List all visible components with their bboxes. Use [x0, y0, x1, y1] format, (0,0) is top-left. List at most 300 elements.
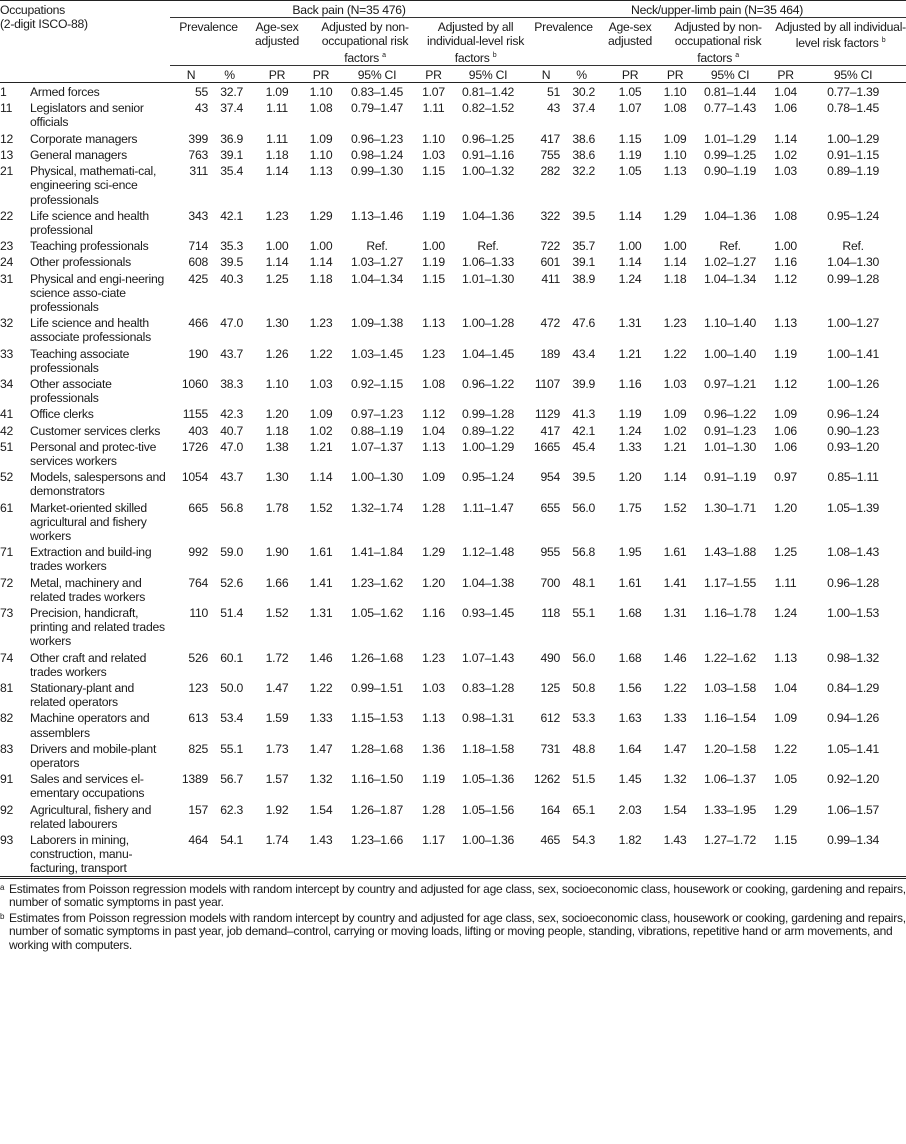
occupation-code: 22 [0, 208, 14, 223]
back-ci-all-cell: 1.07–1.43 [462, 650, 515, 665]
neck-ci-all-cell: 0.98–1.32 [827, 650, 880, 665]
back-n-cell: 992 [188, 545, 209, 560]
back-pr-agesex-cell: 1.57 [265, 772, 289, 787]
back-pr-nonocc-cell: 1.23 [309, 316, 333, 331]
back-pr-nonocc-cell: 1.52 [309, 500, 333, 515]
neck-pr-nonocc-cell: 1.23 [663, 316, 687, 331]
back-pct-cell: 53.4 [220, 711, 244, 726]
table-row [0, 253, 906, 269]
neck-pct-cell: 48.1 [572, 575, 596, 590]
neck-ci-nonocc-cell: 1.04–1.36 [704, 208, 757, 223]
table-row [0, 740, 906, 770]
back-pr-agesex-cell: 1.09 [265, 85, 289, 100]
occupation-name: General managers [30, 147, 127, 162]
neck-pr-agesex-cell: 1.07 [618, 101, 642, 116]
back-ci-nonocc-cell: 0.99–1.30 [351, 164, 403, 179]
occupation-code: 32 [0, 316, 14, 331]
table-row [0, 237, 906, 253]
back-ci-nonocc-cell: 1.03–1.45 [351, 346, 403, 361]
back-pr-all-cell: 1.28 [422, 500, 445, 515]
neck-pr-nonocc-cell: 1.18 [663, 271, 687, 286]
footnote-a-mark: a [0, 882, 5, 892]
back-pr-nonocc-cell: 1.03 [309, 376, 333, 391]
back-n-cell: 764 [188, 575, 209, 590]
neck-ci-nonocc-cell: 0.91–1.23 [704, 423, 757, 438]
back-pr-all-header: PR [419, 65, 448, 82]
neck-pct-cell: 50.8 [572, 681, 596, 695]
back-ci-all-cell: 1.11–1.47 [462, 500, 514, 515]
back-pr-all-cell: 1.13 [422, 711, 445, 726]
neck-ci-all-cell: 0.93–1.20 [827, 439, 880, 454]
neck-pr-nonocc-header: PR [661, 65, 689, 82]
back-n-cell: 714 [188, 239, 209, 254]
neck-pr-nonocc-cell: 1.13 [663, 164, 687, 179]
neck-n-cell: 954 [540, 470, 561, 485]
back-pr-nonocc-cell: 1.29 [309, 208, 333, 223]
neck-ci-nonocc-cell: 0.81–1.44 [704, 85, 757, 100]
back-pr-agesex-cell: 1.52 [265, 605, 289, 620]
occupation-code: 82 [0, 711, 14, 726]
neck-ci-all-header: 95% CI [800, 65, 906, 82]
neck-ci-nonocc-cell: 1.30–1.71 [704, 500, 757, 515]
neck-pr-agesex-cell: 1.14 [618, 208, 642, 223]
neck-n-cell: 51 [546, 85, 561, 100]
neck-pr-nonocc-cell: 1.22 [663, 681, 687, 695]
occupation-name: Other craft and related trades workers [30, 650, 147, 679]
occupation-name: Armed forces [30, 85, 100, 100]
neck-pr-nonocc-cell: 1.54 [663, 802, 687, 817]
back-pr-agesex-cell: 1.92 [265, 802, 289, 817]
back-ci-nonocc-cell: 1.23–1.66 [335, 831, 419, 876]
back-ci-all-cell: 0.95–1.24 [462, 470, 515, 485]
back-age-sex-header: Age-sex adjusted [247, 18, 307, 66]
neck-pr-agesex-cell: 1.64 [618, 741, 642, 756]
neck-pct-cell: 54.3 [564, 831, 599, 876]
table-row [0, 649, 906, 679]
neck-ci-nonocc-cell: 1.01–1.30 [704, 439, 757, 454]
neck-pct-cell: 38.9 [572, 271, 596, 286]
back-pr-agesex-cell: 1.26 [265, 346, 289, 361]
back-pr-all-cell: 1.15 [422, 271, 445, 286]
occupation-code: 73 [0, 605, 14, 620]
back-ci-all-header: 95% CI [448, 65, 528, 82]
neck-pct-cell: 43.4 [572, 346, 596, 361]
back-pr-nonocc-cell: 1.32 [309, 772, 333, 787]
back-n-cell: 1054 [181, 470, 209, 485]
neck-pct-cell: 48.8 [572, 741, 596, 756]
table-row [0, 499, 906, 544]
back-pr-agesex-cell: 1.23 [265, 208, 289, 223]
footnote-a [0, 883, 906, 910]
back-ci-nonocc-cell: 1.04–1.34 [351, 271, 403, 286]
back-ci-nonocc-cell: 1.23–1.62 [351, 575, 403, 590]
back-pct-cell: 47.0 [220, 439, 244, 454]
neck-ci-all-cell: 1.00–1.53 [827, 605, 880, 620]
back-ci-all-cell: 1.12–1.48 [462, 545, 515, 560]
neck-pr-agesex-cell: 2.03 [618, 802, 642, 817]
neck-n-cell: 1129 [534, 407, 561, 422]
back-ci-nonocc-cell: 1.28–1.68 [351, 741, 403, 756]
back-ci-all-cell: 1.01–1.30 [462, 271, 515, 286]
back-n-cell: 425 [188, 271, 209, 286]
neck-pct-cell: 30.2 [572, 85, 596, 100]
back-pr-nonocc-cell: 1.08 [309, 101, 333, 116]
occupation-name: Models, salespersons and demonstrators [30, 470, 166, 499]
neck-pr-agesex-cell: 1.61 [618, 575, 642, 590]
neck-n-cell: 1107 [534, 376, 561, 391]
back-prevalence-header: Prevalence [170, 18, 247, 66]
back-ci-all-cell: 0.89–1.22 [462, 423, 515, 438]
back-pct-cell: 56.8 [220, 500, 244, 515]
neck-pr-all-cell: 1.04 [774, 85, 797, 100]
back-pr-all-cell: 1.13 [422, 439, 445, 454]
back-adj-nonocc-header: Adjusted by non-occupational risk factors $^a$ [307, 18, 419, 66]
back-pr-nonocc-cell: 1.21 [309, 439, 333, 454]
back-pr-all-cell: 1.13 [422, 316, 445, 331]
back-ci-nonocc-cell: 0.88–1.19 [351, 423, 403, 438]
occupation-code: 23 [0, 239, 14, 254]
back-pct-cell: 50.0 [220, 681, 244, 695]
occupation-name: Agricultural, fishery and related labourers [30, 802, 152, 831]
neck-n-cell: 164 [540, 802, 561, 817]
back-n-header: N [170, 65, 212, 82]
occupation-code: 93 [0, 831, 30, 876]
occupation-name: Physical, mathemati-cal, engineering sci-ence professionals [30, 164, 157, 207]
neck-ci-all-cell: 0.99–1.34 [800, 831, 906, 876]
back-n-cell: 43 [194, 101, 209, 116]
table-row [0, 438, 906, 468]
occupation-code: 21 [0, 164, 14, 179]
back-pr-all-cell: 1.08 [422, 376, 445, 391]
neck-pct-cell: 65.1 [572, 802, 596, 817]
neck-n-cell: 601 [540, 255, 561, 270]
neck-pr-all-cell: 1.29 [774, 802, 797, 817]
occupation-name: Machine operators and assemblers [30, 711, 150, 740]
back-pct-cell: 59.0 [220, 545, 244, 560]
back-pr-nonocc-header: PR [307, 65, 335, 82]
back-pr-all-cell: 1.15 [422, 164, 445, 179]
neck-pr-nonocc-cell: 1.09 [663, 407, 687, 422]
neck-ci-all-cell: 1.00–1.41 [827, 346, 880, 361]
table-row [0, 207, 906, 237]
back-ci-all-cell: 1.04–1.38 [462, 575, 515, 590]
neck-pr-nonocc-cell: 1.09 [663, 131, 687, 146]
neck-pr-agesex-cell: 1.68 [618, 650, 642, 665]
neck-pr-agesex-cell: 1.63 [618, 711, 642, 726]
back-pr-agesex-cell: 1.74 [247, 831, 307, 876]
back-pr-all-cell: 1.04 [422, 423, 445, 438]
back-pr-all-cell: 1.09 [422, 470, 445, 485]
back-pr-agesex-cell: 1.47 [265, 681, 289, 695]
back-ci-all-cell: 1.04–1.36 [462, 208, 515, 223]
occupation-code: 41 [0, 407, 14, 422]
neck-n-cell: 700 [540, 575, 561, 590]
back-pct-cell: 40.3 [220, 271, 244, 286]
neck-ci-all-cell: 1.00–1.26 [827, 376, 880, 391]
neck-ci-nonocc-cell: 1.04–1.34 [704, 271, 757, 286]
neck-n-cell: 955 [540, 545, 561, 560]
neck-pr-nonocc-cell: 1.33 [663, 711, 687, 726]
back-ci-nonocc-cell: 1.13–1.46 [351, 208, 403, 223]
neck-n-cell: 189 [540, 346, 561, 361]
back-ci-all-cell: 0.82–1.52 [462, 101, 515, 116]
back-n-cell: 157 [188, 802, 209, 817]
occupation-name: Drivers and mobile-plant operators [30, 741, 157, 771]
neck-ci-all-cell: 0.85–1.11 [827, 470, 879, 485]
neck-pr-agesex-cell: 1.95 [618, 545, 642, 560]
back-pr-all-cell: 1.28 [422, 802, 445, 817]
neck-ci-nonocc-cell: 0.77–1.43 [704, 101, 757, 116]
back-pr-agesex-cell: 1.14 [265, 255, 289, 270]
neck-pct-cell: 47.6 [572, 316, 596, 331]
back-pr-nonocc-cell: 1.22 [309, 346, 333, 361]
back-pct-cell: 43.7 [220, 470, 244, 485]
back-ci-all-cell: 1.06–1.33 [462, 255, 515, 270]
occupation-name: Metal, machinery and related trades workers [30, 575, 146, 604]
back-pr-all-cell: 1.23 [422, 650, 445, 665]
neck-n-cell: 282 [540, 164, 561, 179]
back-pct-header: % [212, 65, 247, 82]
occupation-code: 51 [0, 439, 14, 454]
back-pr-nonocc-cell: 1.09 [309, 131, 333, 146]
back-ci-all-cell: 1.00–1.36 [448, 831, 528, 876]
neck-pr-agesex-cell: 1.24 [618, 423, 642, 438]
occupation-name: Stationary-plant and related operators [30, 681, 135, 710]
neck-pr-all-cell: 1.11 [774, 575, 797, 590]
neck-n-cell: 1262 [533, 772, 561, 787]
neck-pct-cell: 39.1 [572, 255, 596, 270]
neck-pr-nonocc-cell: 1.08 [663, 101, 687, 116]
neck-pr-agesex-header: PR [599, 65, 661, 82]
table-row [0, 130, 906, 146]
occupation-name: Personal and protec-tive services workers [30, 439, 157, 468]
back-pct-cell: 32.7 [220, 85, 244, 100]
neck-n-cell: 755 [540, 147, 561, 162]
neck-ci-all-cell: 0.96–1.24 [827, 407, 880, 422]
neck-pr-agesex-cell: 1.16 [618, 376, 642, 391]
neck-pr-agesex-cell: 1.45 [618, 772, 642, 787]
neck-pr-all-cell: 1.06 [774, 423, 797, 438]
neck-ci-nonocc-cell: Ref. [719, 239, 741, 254]
occupation-name: Corporate managers [30, 131, 138, 146]
neck-pr-nonocc-cell: 1.29 [663, 208, 687, 223]
back-ci-all-cell: 0.93–1.45 [462, 605, 515, 620]
occupation-name: Precision, handicraft, printing and related trades workers [30, 605, 165, 649]
neck-pct-cell: 56.0 [572, 500, 596, 515]
back-ci-nonocc-cell: 1.09–1.38 [351, 316, 403, 331]
neck-pr-agesex-cell: 1.33 [618, 439, 642, 454]
neck-pct-cell: 45.4 [572, 439, 596, 454]
back-ci-nonocc-cell: 1.15–1.53 [351, 711, 403, 726]
back-ci-all-cell: 0.83–1.28 [462, 681, 515, 695]
back-pr-nonocc-cell: 1.46 [309, 650, 333, 665]
occupation-code: 83 [0, 741, 14, 756]
occupation-name: Market-oriented skilled agricultural and fishery workers [30, 500, 147, 543]
occupation-code: 24 [0, 255, 14, 270]
back-pr-nonocc-cell: 1.54 [309, 802, 333, 817]
occupation-code: 61 [0, 500, 14, 515]
neck-age-sex-header: Age-sex adjusted [599, 18, 661, 66]
neck-pct-cell: 35.7 [572, 239, 596, 254]
neck-pct-header: % [564, 65, 599, 82]
occupation-code: 33 [0, 346, 14, 361]
neck-n-cell: 417 [540, 423, 561, 438]
neck-adj-all-header: Adjusted by all individual-level risk factors $^b$ [771, 18, 906, 66]
neck-ci-nonocc-cell: 0.90–1.19 [704, 164, 757, 179]
back-ci-nonocc-cell: Ref. [366, 239, 388, 254]
neck-pr-nonocc-cell: 1.61 [663, 545, 687, 560]
back-ci-nonocc-cell: 1.03–1.27 [351, 255, 403, 270]
table-row [0, 801, 906, 831]
occupation-code: 71 [0, 545, 14, 560]
back-pain-group-header: Back pain (N=35 476) [170, 1, 528, 18]
neck-n-cell: 472 [540, 316, 561, 331]
neck-pr-all-cell: 1.05 [774, 772, 797, 787]
neck-pr-all-cell: 1.16 [774, 255, 797, 270]
neck-n-cell: 722 [540, 239, 561, 254]
table-row [0, 345, 906, 375]
back-pr-nonocc-cell: 1.43 [307, 831, 335, 876]
neck-pr-all-cell: 1.04 [774, 681, 797, 695]
occupation-name: Customer services clerks [30, 423, 161, 438]
neck-adj-nonocc-header: Adjusted by non-occupational risk factors $^a$ [661, 18, 771, 66]
neck-pct-cell: 41.3 [572, 407, 596, 422]
neck-pct-cell: 56.8 [572, 545, 596, 560]
back-pct-cell: 37.4 [220, 101, 244, 116]
table-row [0, 770, 906, 800]
back-pr-agesex-cell: 1.20 [265, 407, 289, 422]
neck-ci-all-cell: 1.04–1.30 [827, 255, 880, 270]
occupation-name: Physical and engi-neering science asso-ciate professionals [30, 271, 164, 314]
table-row [0, 162, 906, 207]
neck-pr-all-cell: 1.06 [774, 439, 797, 454]
neck-ci-nonocc-cell: 1.33–1.95 [704, 802, 757, 817]
back-ci-all-cell: 1.18–1.58 [462, 741, 515, 756]
back-n-cell: 399 [188, 131, 209, 146]
neck-ci-nonocc-cell: 1.06–1.37 [704, 772, 757, 787]
neck-ci-all-cell: 0.89–1.19 [827, 164, 880, 179]
back-n-cell: 665 [188, 500, 209, 515]
back-pr-all-cell: 1.12 [422, 407, 445, 422]
back-pr-all-cell: 1.20 [422, 575, 445, 590]
back-pct-cell: 40.7 [220, 423, 244, 438]
back-adj-all-header: Adjusted by all individual-level risk factors $^b$ [419, 18, 528, 66]
occupation-code: 74 [0, 650, 14, 665]
back-pr-nonocc-cell: 1.14 [309, 470, 333, 485]
back-ci-nonocc-cell: 1.32–1.74 [351, 500, 403, 515]
occupation-name: Sales and services el-ementary occupations [30, 772, 145, 801]
occupation-name: Legislators and senior officials [30, 101, 144, 130]
back-ci-nonocc-cell: 0.99–1.51 [351, 681, 403, 695]
neck-ci-nonocc-cell: 1.01–1.29 [704, 131, 757, 146]
back-pr-agesex-cell: 1.30 [265, 470, 289, 485]
neck-prevalence-header: Prevalence [528, 18, 599, 66]
neck-pct-cell: 39.9 [572, 376, 596, 391]
neck-ci-nonocc-cell: 0.96–1.22 [704, 407, 757, 422]
neck-ci-all-cell: 1.06–1.57 [827, 802, 880, 817]
neck-n-cell: 322 [540, 208, 561, 223]
occupation-name: Other associate professionals [30, 376, 112, 406]
neck-ci-nonocc-cell: 1.16–1.78 [704, 605, 757, 620]
neck-ci-nonocc-cell: 0.97–1.21 [704, 376, 757, 391]
occupation-name: Teaching professionals [30, 239, 149, 254]
back-n-cell: 464 [170, 831, 212, 876]
back-ci-nonocc-cell: 0.92–1.15 [351, 376, 403, 391]
back-pr-agesex-cell: 1.18 [265, 147, 289, 162]
neck-ci-all-cell: 0.96–1.28 [827, 575, 880, 590]
neck-pr-all-cell: 1.08 [774, 208, 797, 223]
back-ci-nonocc-cell: 1.00–1.30 [351, 470, 403, 485]
neck-pct-cell: 55.1 [572, 605, 596, 620]
neck-ci-all-cell: Ref. [842, 239, 864, 254]
back-n-cell: 608 [188, 255, 209, 270]
neck-ci-nonocc-cell: 1.00–1.40 [704, 346, 757, 361]
back-pr-nonocc-cell: 1.02 [309, 423, 333, 438]
neck-ci-nonocc-cell: 1.20–1.58 [704, 741, 757, 756]
neck-pr-nonocc-cell: 1.22 [663, 346, 687, 361]
back-pr-all-cell: 1.07 [422, 85, 445, 100]
back-pct-cell: 39.5 [220, 255, 244, 270]
neck-pct-cell: 38.6 [572, 131, 596, 146]
occupation-name: Laborers in mining, construction, manu-facturing, transport [30, 831, 170, 876]
back-pr-nonocc-cell: 1.22 [309, 681, 333, 695]
occupation-code: 42 [0, 423, 14, 438]
neck-pr-agesex-cell: 1.75 [618, 500, 642, 515]
occupation-code: 31 [0, 271, 14, 286]
back-ci-all-cell: 0.81–1.42 [462, 85, 515, 100]
neck-pr-all-cell: 1.12 [774, 271, 797, 286]
neck-ci-all-cell: 0.95–1.24 [827, 208, 880, 223]
back-pr-agesex-cell: 1.72 [265, 650, 289, 665]
neck-pr-all-cell: 1.00 [774, 239, 797, 254]
neck-ci-nonocc-cell: 1.03–1.58 [704, 681, 757, 695]
back-pr-agesex-cell: 1.38 [265, 439, 289, 454]
back-pct-cell: 39.1 [220, 147, 244, 162]
back-n-cell: 343 [188, 208, 209, 223]
back-ci-all-cell: 0.91–1.16 [462, 147, 515, 162]
back-pr-all-cell: 1.19 [422, 255, 445, 270]
neck-pr-all-cell: 1.25 [774, 545, 797, 560]
back-ci-nonocc-cell: 0.97–1.23 [351, 407, 403, 422]
back-pr-agesex-cell: 1.11 [266, 101, 288, 116]
neck-pr-nonocc-cell: 1.00 [663, 239, 687, 254]
neck-pr-nonocc-cell: 1.43 [661, 831, 689, 876]
neck-ci-all-cell: 0.90–1.23 [827, 423, 880, 438]
back-pr-nonocc-cell: 1.47 [309, 741, 333, 756]
table-row [0, 146, 906, 162]
neck-pr-all-cell: 1.14 [774, 131, 797, 146]
back-pr-nonocc-cell: 1.14 [309, 255, 333, 270]
occupation-name: Office clerks [30, 407, 94, 422]
table-row [0, 422, 906, 438]
neck-ci-all-cell: 0.78–1.45 [827, 101, 880, 116]
neck-n-cell: 125 [540, 681, 561, 695]
back-pr-agesex-cell: 1.73 [265, 741, 289, 756]
neck-pr-nonocc-cell: 1.21 [663, 439, 687, 454]
neck-pr-nonocc-cell: 1.31 [663, 605, 687, 620]
back-n-cell: 403 [188, 423, 209, 438]
occupation-name: Life science and health associate professionals [30, 316, 151, 345]
back-pct-cell: 54.1 [212, 831, 247, 876]
back-ci-all-cell: 0.96–1.22 [462, 376, 515, 391]
back-ci-nonocc-cell: 0.98–1.24 [351, 147, 403, 162]
neck-pr-agesex-cell: 1.15 [618, 131, 642, 146]
back-pct-cell: 52.6 [220, 575, 244, 590]
neck-pr-nonocc-cell: 1.14 [663, 255, 687, 270]
back-ci-all-cell: 0.99–1.28 [462, 407, 515, 422]
footnote-b-mark: b [0, 911, 5, 921]
neck-ci-all-cell: 1.05–1.41 [827, 741, 880, 756]
